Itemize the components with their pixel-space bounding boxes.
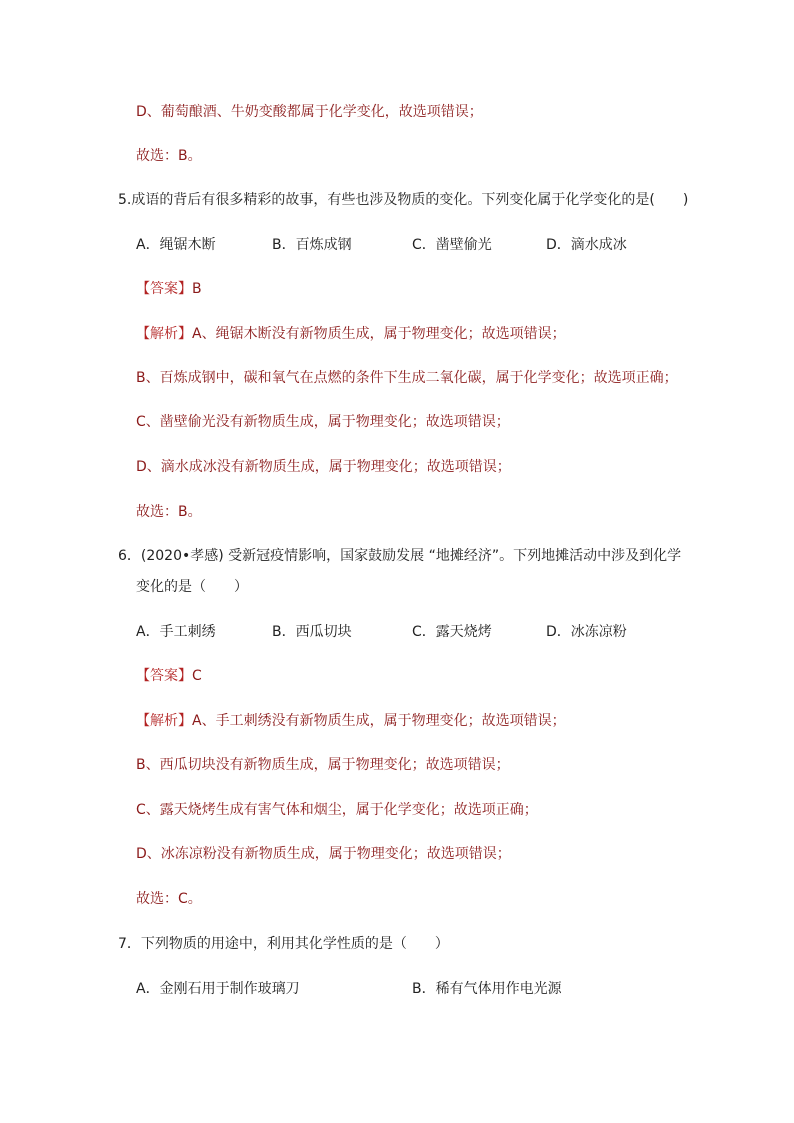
q6-analysis-d: D、冰冻凉粉没有新物质生成，属于物理变化；故选项错误； (136, 846, 511, 862)
q6-final-choice: 故选：C。 (136, 891, 202, 907)
q5-option-c: C．凿壁偷光 (412, 237, 492, 253)
q5-analysis-c: C、凿壁偷光没有新物质生成，属于物理变化；故选项错误； (136, 414, 510, 430)
q6-option-d: D．冰冻凉粉 (546, 624, 627, 640)
q4-final-choice: 故选：B。 (136, 148, 202, 164)
q6-analysis-c: C、露天烧烤生成有害气体和烟尘，属于化学变化；故选项正确； (136, 802, 538, 818)
q5-option-b: B．百炼成钢 (272, 237, 352, 253)
q6-stem-line-1: 6．(2020•孝感) 受新冠疫情影响，国家鼓励发展 “地摊经济”。下列地摊活动中涉及到化学 (118, 548, 682, 564)
q6-option-c: C．露天烧烤 (412, 624, 492, 640)
q5-analysis-b: B、百炼成钢中，碳和氧气在点燃的条件下生成二氧化碳，属于化学变化；故选项正确； (136, 370, 678, 386)
q5-option-d: D．滴水成冰 (546, 237, 627, 253)
q6-option-b: B．西瓜切块 (272, 624, 352, 640)
answer-label: 【答案】 (136, 668, 192, 684)
q5-analysis-a (136, 324, 566, 344)
q7-option-a: A．金刚石用于制作玻璃刀 (136, 981, 300, 997)
answer-value: B (192, 281, 202, 297)
q6-option-a: A．手工刺绣 (136, 624, 216, 640)
analysis-label: 【解析】 (136, 713, 192, 729)
analysis-label: 【解析】 (136, 326, 192, 342)
q5-analysis-d: D、滴水成冰没有新物质生成，属于物理变化；故选项错误； (136, 459, 511, 475)
q6-answer (136, 666, 202, 686)
q7-option-b: B．稀有气体用作电光源 (412, 981, 562, 997)
q5-answer (136, 279, 202, 299)
analysis-text: A、绳锯木断没有新物质生成，属于物理变化；故选项错误； (192, 326, 566, 342)
q6-stem-line-2: 变化的是（ ） (136, 579, 248, 595)
q5-option-a: A．绳锯木断 (136, 237, 216, 253)
q6-analysis-a (136, 711, 566, 731)
analysis-text: A、手工刺绣没有新物质生成，属于物理变化；故选项错误； (192, 713, 566, 729)
answer-label: 【答案】 (136, 281, 192, 297)
q5-final-choice: 故选：B。 (136, 504, 202, 520)
q6-analysis-b: B、西瓜切块没有新物质生成，属于物理变化；故选项错误； (136, 757, 510, 773)
q5-stem: 5.成语的背后有很多精彩的故事，有些也涉及物质的变化。下列变化属于化学变化的是( ) (118, 192, 689, 208)
answer-value: C (192, 668, 202, 684)
q7-stem: 7．下列物质的用途中，利用其化学性质的是（ ） (118, 936, 449, 952)
q4-option-d-analysis: D、葡萄酿酒、牛奶变酸都属于化学变化，故选项错误； (136, 104, 483, 120)
